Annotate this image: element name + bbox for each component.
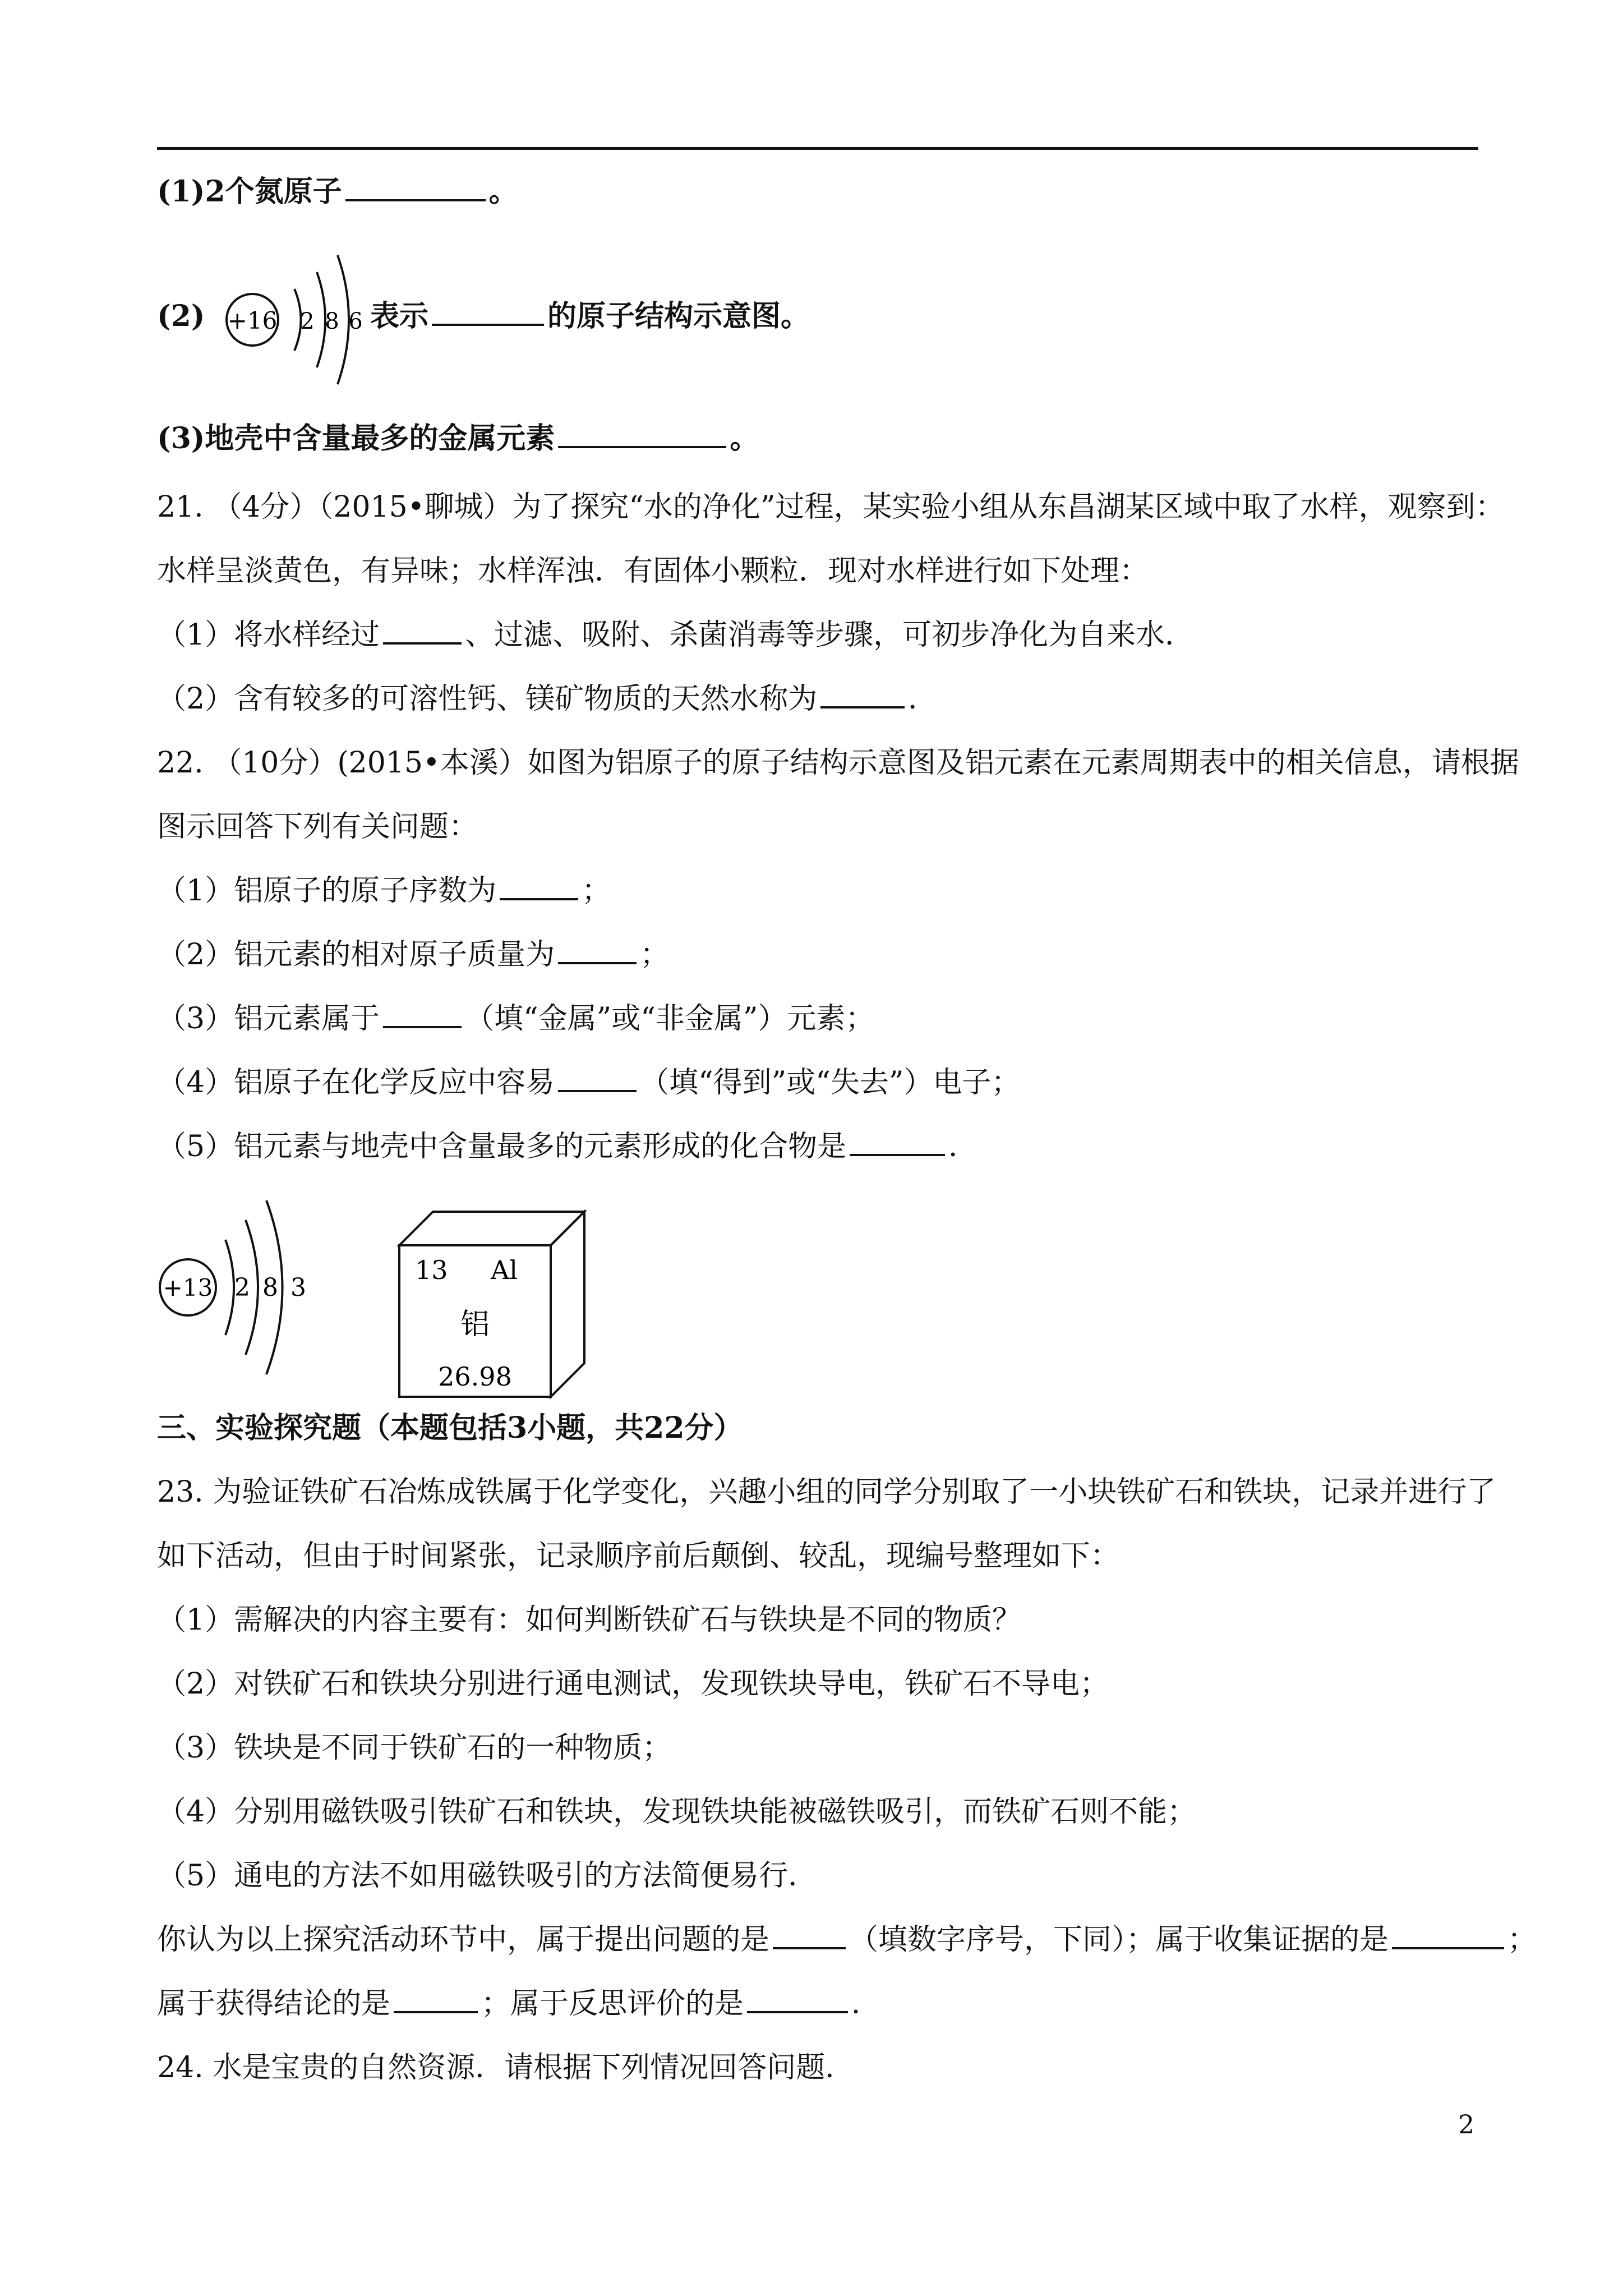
answer-blank[interactable]	[432, 321, 544, 326]
shell-electrons-2: 8	[262, 1273, 278, 1302]
card-side-face	[551, 1212, 584, 1397]
q23-question-line2: 属于获得结论的是 ；属于反思评价的是 ．	[157, 1987, 881, 2021]
answer-blank[interactable]	[383, 1024, 462, 1028]
header-rule	[157, 147, 1478, 150]
page-number: 2	[1458, 2109, 1475, 2139]
q23-item1: （1）需解决的内容主要有：如何判断铁矿石与铁块是不同的物质？	[157, 1603, 1022, 1637]
shell-electrons-2: 8	[325, 309, 339, 334]
element-symbol: Al	[491, 1255, 518, 1285]
aluminium-atom-diagram	[151, 1189, 331, 1386]
answer-blank[interactable]	[747, 2009, 848, 2013]
q21-stem-cont: 水样呈淡黄色，有异味；水样浑浊．有固体小颗粒．现对水样进行如下处理：	[157, 554, 1149, 588]
q22-stem: 22. （10分）(2015•本溪）如图为铝原子的原子结构示意图及铝元素在元素周期表中的相关信息，请根据	[157, 746, 1519, 780]
shell-arc-2	[317, 272, 325, 367]
q23-item3: （3）铁块是不同于铁矿石的一种物质；	[157, 1731, 672, 1765]
answer-blank[interactable]	[773, 1945, 846, 1949]
aluminium-element-card	[393, 1195, 594, 1408]
q20-part2-text: 表示 的原子结构示意图。	[370, 299, 810, 333]
q23-item2: （2）对铁矿石和铁块分别进行通电测试，发现铁块导电，铁矿石不导电；	[157, 1667, 1109, 1701]
q21-part1: （1）将水样经过 、过滤、吸附、杀菌消毒等步骤，可初步净化为自来水．	[157, 618, 1195, 652]
q23-stem-cont: 如下活动，但由于时间紧张，记录顺序前后颠倒、较乱，现编号整理如下：	[157, 1539, 1120, 1573]
answer-blank[interactable]	[1392, 1945, 1504, 1949]
q22-part1: （1）铝原子的原子序数为 ；	[157, 874, 611, 908]
answer-blank[interactable]	[558, 960, 637, 964]
q23-question-line1: 你认为以上探究活动环节中，属于提出问题的是 （填数字序号，下同）；属于收集证据的是 ；	[157, 1923, 1537, 1957]
q22-part2: （2）铝元素的相对原子质量为 ；	[157, 938, 670, 972]
q20-part2-label: (2)	[157, 299, 205, 333]
nucleus-charge: +16	[227, 307, 278, 334]
q22-stem-cont: 图示回答下列有关问题：	[157, 810, 478, 844]
answer-blank[interactable]	[394, 2009, 478, 2013]
shell-electrons-1: 2	[300, 309, 315, 334]
answer-blank[interactable]	[558, 444, 726, 448]
q22-part4: （4）铝原子在化学反应中容易 （填“得到”或“失去”）电子；	[157, 1066, 1021, 1099]
q24-stem: 24. 水是宝贵的自然资源．请根据下列情况回答问题．	[157, 2051, 855, 2085]
atomic-number: 13	[415, 1255, 448, 1285]
section-3-title: 三、实验探究题（本题包括3小题，共22分）	[157, 1411, 743, 1445]
answer-blank[interactable]	[850, 1152, 945, 1156]
q23-item5: （5）通电的方法不如用磁铁吸引的方法简便易行．	[157, 1859, 818, 1893]
q23-item4: （4）分别用磁铁吸引铁矿石和铁块，发现铁块能被磁铁吸引，而铁矿石则不能；	[157, 1795, 1197, 1829]
shell-arc-1	[225, 1240, 234, 1335]
shell-electrons-3: 6	[348, 309, 363, 334]
q22-part5: （5）铝元素与地壳中含量最多的元素形成的化合物是 ．	[157, 1130, 978, 1163]
q21-part2: （2）含有较多的可溶性钙、镁矿物质的天然水称为 ．	[157, 682, 938, 716]
q20-part3: (3)地壳中含量最多的金属元素 。	[157, 421, 759, 455]
shell-electrons-1: 2	[234, 1273, 250, 1302]
answer-blank[interactable]	[820, 704, 905, 708]
answer-blank[interactable]	[500, 896, 578, 900]
q21-stem: 21. （4分）（2015•聊城）为了探究“水的净化”过程，某实验小组从东昌湖某区域中取了水样，观察到：	[157, 490, 1505, 524]
sulfur-atom-diagram	[213, 247, 381, 393]
q20-part1: (1)2个氮原子 。	[157, 174, 518, 209]
nucleus-charge: +13	[163, 1274, 213, 1301]
answer-blank[interactable]	[345, 197, 486, 201]
element-name: 铝	[460, 1308, 490, 1341]
q23-stem: 23. 为验证铁矿石冶炼成铁属于化学变化，兴趣小组的同学分别取了一小块铁矿石和铁块，记录并进行了	[157, 1475, 1496, 1509]
shell-electrons-3: 3	[291, 1273, 306, 1302]
answer-blank[interactable]	[558, 1088, 637, 1092]
q22-part3: （3）铝元素属于 （填“金属”或“非金属”）元素；	[157, 1002, 875, 1036]
shell-arc-3	[338, 255, 349, 384]
atomic-mass: 26.98	[438, 1361, 512, 1392]
answer-blank[interactable]	[383, 640, 462, 645]
